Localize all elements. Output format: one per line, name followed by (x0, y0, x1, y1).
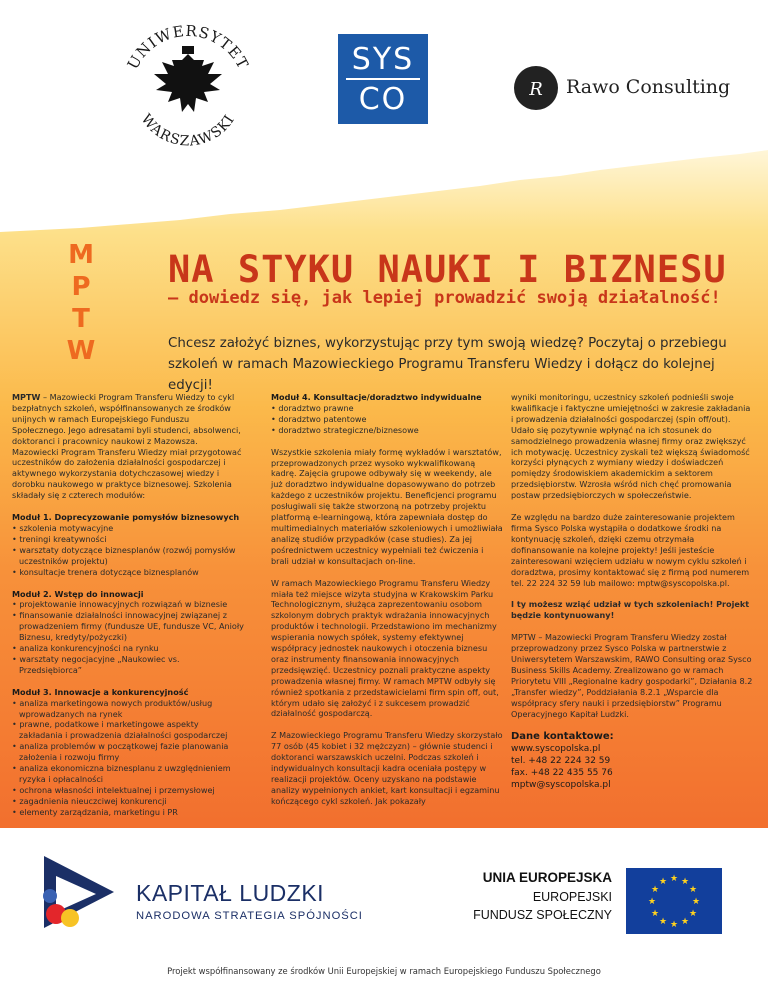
list-item: • projektowanie innowacyjnych rozwiązań w biznesie (12, 599, 228, 610)
uw-arc-top-text: UNIWERSYTET (123, 21, 253, 73)
list-item: • finansowanie działalności innowacyjnej związanej z prowadzeniem firmy (fundusze UE, fundusze VC, Anioły Biznesu, kredyty/pożyczki) (12, 610, 244, 643)
page-title: NA STYKU NAUKI I BIZNESU (168, 248, 727, 291)
column-1 (12, 392, 244, 829)
column-3 (511, 392, 755, 791)
mptw-acronym: MPTW (12, 392, 41, 402)
continuation-paragraph: Ze względu na bardzo duże zainteresowanie projektem firma Sysco Polska wystąpiła o dodatkowe środki na kontynuację szkoleń, dzięki czemu otrzymała dofinansowanie na kolejne projekty! Jeśli jesteście zainteresowani wzięciem udziału w nowym cyklu szkoleń i doradztwa, prosimy kontaktować się z firmą pod numerem tel. 22 224 32 59 lub mailowo: mptw@syscopolska.pl. (511, 512, 750, 588)
cofinancing-note: Projekt współfinansowany ze środków Unii Europejskiej w ramach Europejskiego Funduszu Społecznego (167, 966, 601, 976)
module-1-heading: Moduł 1. Doprecyzowanie pomysłów biznesowych (12, 512, 240, 523)
mptw-description (12, 392, 244, 501)
list-item: • doradztwo strategiczne/biznesowe (271, 424, 419, 435)
rawo-logo-text: Rawo Consulting (566, 76, 731, 98)
sysco-logo (338, 34, 428, 124)
sysco-logo-line2: CO (358, 82, 408, 117)
svg-text:★: ★ (658, 877, 668, 887)
eu-flag-icon (626, 868, 722, 934)
mptw-logo (48, 240, 114, 366)
svg-text:★: ★ (669, 920, 679, 930)
contact-email[interactable]: mptw@syscopolska.pl (511, 780, 611, 791)
contact-phone: tel. +48 22 224 32 59 (511, 756, 611, 767)
list-item: • konsultacje trenera dotyczące biznesplanów (12, 566, 199, 577)
eu-line-3: FUNDUSZ SPOŁECZNY (473, 908, 612, 922)
svg-text:WARSZAWSKI (138, 111, 239, 149)
sysco-divider (346, 78, 420, 80)
page-subtitle: – dowiedz się, jak lepiej prowadzić swoją działalność! (168, 288, 721, 308)
mptw-letter-m: M (68, 240, 94, 270)
svg-text:★: ★ (688, 909, 698, 919)
list-item: • analiza problemów w początkowej fazie planowania założenia i rozwoju firmy (12, 741, 229, 763)
intro-text: Chcesz założyć biznes, wykorzystując przy tym swoją wiedzę? Poczytaj o przebiegu szkoleń w ramach Mazowieckiego Programu Transferu Wiedzy i dołącz do kolejnej edycji! (168, 336, 727, 393)
list-item: • doradztwo prawne (271, 402, 354, 413)
svg-text:★: ★ (688, 885, 698, 895)
sysco-logo-line1: SYS (351, 42, 415, 77)
svg-text:★: ★ (650, 885, 660, 895)
rawo-consulting-logo (514, 66, 734, 116)
eu-stars-icon (626, 868, 722, 934)
module-2 (12, 589, 244, 676)
eu-line-1: UNIA EUROPEJSKA (482, 870, 612, 885)
list-item: • doradztwo patentowe (271, 413, 367, 424)
column-2 (271, 392, 503, 818)
svg-text:★: ★ (647, 897, 657, 907)
eu-logo-block (440, 868, 740, 938)
list-item: • ochrona własności intelektualnej i przemysłowej (12, 784, 215, 795)
participants-paragraph: Z Mazowieckiego Programu Transferu Wiedzy skorzystało 77 osób (45 kobiet i 32 mężczyzn) – głównie studenci i doktoranci warszawskich uczelni. Podczas szkoleń i indywidualnych konsultacji kadra oceniała postępy w realizacji projektów. Oceny uzyskano na podstawie analizy wypełnionych ankiet, kart konsultacji i egzaminu kończącego cykl szkoleń. Jak pokazały (271, 730, 503, 806)
kapital-ludzki-subtitle: NARODOWA STRATEGIA SPÓJNOŚCI (136, 910, 363, 922)
module-1 (12, 512, 244, 577)
kapital-ludzki-logo-icon (34, 856, 124, 942)
svg-text:★: ★ (680, 877, 690, 887)
list-item: • prawne, podatkowe i marketingowe aspekty zakładania i prowadzenia działalności gospodarczej (12, 719, 228, 741)
list-item: • warsztaty negocjacyjne „Naukowiec vs. Przedsiębiorca” (12, 653, 180, 675)
eu-line-2: EUROPEJSKI (532, 890, 612, 904)
list-item: • elementy zarządzania, marketingu i PR (12, 806, 178, 817)
list-item: • analiza marketingowa nowych produktów/usług wprowadzanych na rynek (12, 697, 213, 719)
rawo-monogram-icon (514, 66, 558, 110)
svg-text:★: ★ (680, 917, 690, 927)
mptw-description-text: – Mazowiecki Program Transferu Wiedzy to cykl bezpłatnych szkoleń, współfinansowanych ze środków unijnych w ramach Europejskiego Funduszu Społecznego. Jego adresatami byli studenci, absolwenci, doktoranci i pracownicy naukowi z Mazowsza. Mazowiecki Program Transferu Wiedzy miał przygotować uczestników do założenia działalności gospodarczej i aktywnego wykorzystania dotychczasowej wiedzy i dorobku naukowego w praktyce biznesowej. Szkolenia składały się z czterech modułów: (12, 392, 242, 501)
svg-text:★: ★ (669, 874, 679, 884)
study-visit-paragraph: W ramach Mazowieckiego Programu Transferu Wiedzy miała też miejsce wizyta studyjna w Krakowskim Parku Technologicznym, służąca zaprezentowaniu osobom szkolonym dobrych praktyk wdrażania innowacyjnych produktów i technologii. Przedstawiono im mechanizmy wspierania nowych spółek, systemy efektywnej współpracy jednostek naukowych i otoczenia biznesu oraz instrumenty finansowania innowacyjnych przedsięwzięć. Uczestnicy poznali praktyczne aspekty prowadzenia własnej firmy. W ramach MPTW odbyły się również spotkania z przedstawicielami firm spin off, out, którym udało się założyć i z sukcesem prowadzić działalność gospodarczą. (271, 577, 499, 719)
university-of-warsaw-logo (118, 14, 258, 164)
svg-text:R: R (529, 79, 543, 100)
module-4-heading: Moduł 4. Konsultacje/doradztwo indywidualne (271, 392, 482, 402)
contact-fax: fax. +48 22 435 55 76 (511, 768, 613, 779)
svg-text:★: ★ (650, 909, 660, 919)
module-2-heading: Moduł 2. Wstęp do innowacji (12, 588, 144, 599)
svg-text:★: ★ (658, 917, 668, 927)
eagle-emblem-icon (154, 46, 222, 112)
mptw-letter-w: W (66, 336, 96, 366)
list-item: • warsztaty dotyczące biznesplanów (rozwój pomysłów uczestników projektu) (12, 544, 236, 566)
uw-arc-bottom-text: WARSZAWSKI (137, 111, 239, 150)
mptw-letter-t: T (72, 304, 90, 334)
kapital-ludzki-title: KAPITAŁ LUDZKI (136, 880, 325, 906)
contact-heading: Dane kontaktowe: (511, 731, 614, 743)
list-item: • analiza konkurencyjności na rynku (12, 643, 159, 654)
module-3 (12, 687, 244, 818)
partners-paragraph: MPTW – Mazowiecki Program Transferu Wiedzy został przeprowadzony przez Sysco Polska w partnerstwie z Uniwersytetem Warszawskim, RAWO Consulting oraz Sysco Business Skills Academy. Zrealizowano go w ramach Priorytetu VIII „Regionalne kadry gospodarki”, Działania 8.2 „Transfer wiedzy”, Poddziałania 8.2.1 „Wsparcie dla współpracy sfery nauki i przedsiębiorstw” Programu Operacyjnego Kapitał Ludzki. (511, 632, 753, 719)
results-paragraph: wyniki monitoringu, uczestnicy szkoleń podnieśli swoje kwalifikacje i faktyczne umiejętności w zakresie zakładania i prowadzenia działalności gospodarczej (spin off/out). Udało się pozytywnie wpłynąć na ich stosunek do samodzielnego prowadzenia własnej firmy oraz zwiększyć ich motywację. Uczestnicy zyskali też większą świadomość korzyści płynących z wymiany wiedzy i doświadczeń pomiędzy środowiskiem akademickim a sektorem przedsiębiorstw. Wzrosła wśród nich chęć promowania postaw przedsiębiorczych w społeczeństwie. (511, 392, 751, 501)
training-format-paragraph: Wszystkie szkolenia miały formę wykładów i warsztatów, przeprowadzonych przez wysoko wykwalifikowaną kadrę. Zajęcia grupowe odbywały się w weekendy, ale już doradztwo indywidualne dopasowywano do potrzeb każdego z uczestników projektu. Beneficjenci programu posługiwali się także stworzoną na potrzeby projektu platformą e-learningową, która zapewniała dostęp do multimedialnych materiałów szkoleniowych i umożliwiała analizę studiów przypadków (case studies). Za jej pośrednictwem uczestnicy wypełniali też ćwiczenia i brali udział w konsultacjach on-line. (271, 446, 503, 566)
mptw-letter-p: P (71, 272, 91, 302)
list-item: • szkolenia motywacyjne (12, 522, 114, 533)
svg-text:★: ★ (691, 897, 701, 907)
contact-website[interactable]: www.syscopolska.pl (511, 744, 601, 755)
list-item: • treningi kreatywności (12, 533, 107, 544)
module-3-heading: Moduł 3. Innowacje a konkurencyjność (12, 686, 189, 697)
call-to-action: I ty możesz wziąć udział w tych szkoleniach! Projekt będzie kontynuowany! (511, 599, 750, 621)
list-item: • zagadnienia nieuczciwej konkurencji (12, 795, 167, 806)
module-4 (271, 392, 503, 436)
list-item: • analiza ekonomiczna biznesplanu z uwzględnieniem ryzyka i opłacalności (12, 763, 231, 784)
